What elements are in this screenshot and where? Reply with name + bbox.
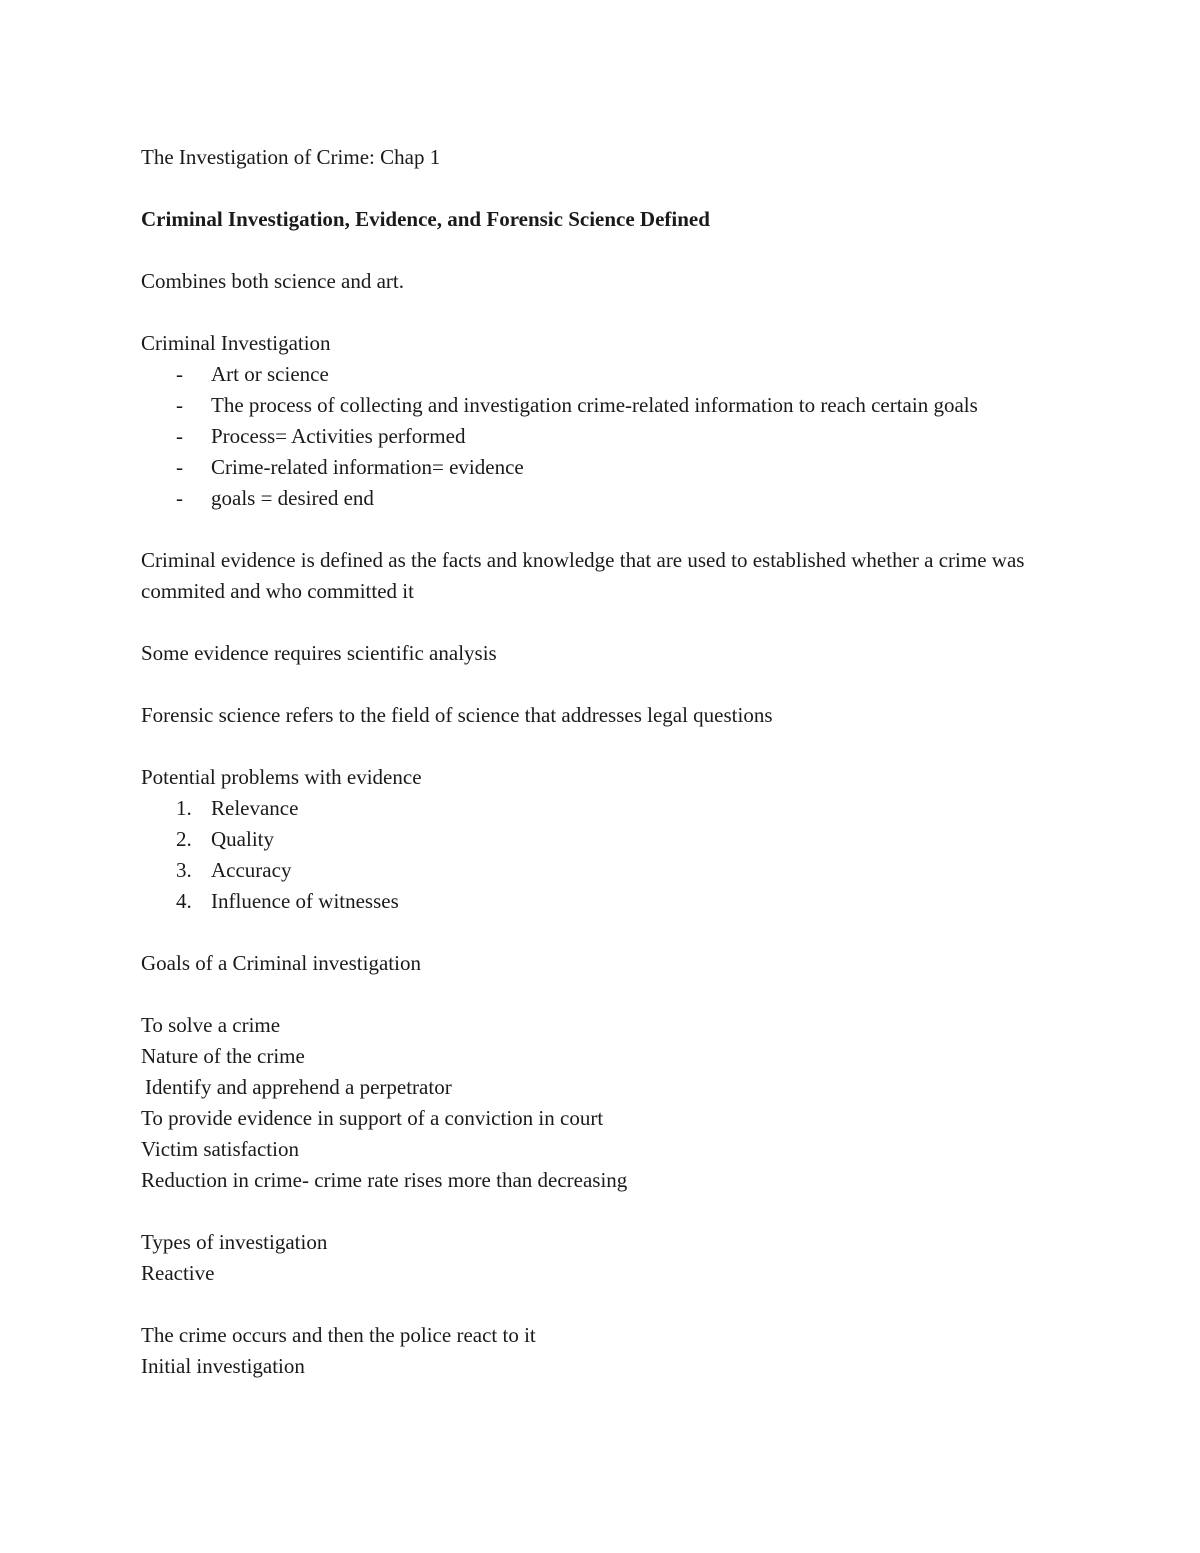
goals-label: Goals of a Criminal investigation bbox=[141, 951, 421, 975]
list-number: 4. bbox=[176, 889, 192, 913]
spacer bbox=[141, 731, 1061, 762]
document-title: The Investigation of Crime: Chap 1 bbox=[141, 145, 441, 169]
dash-marker: - bbox=[176, 424, 183, 448]
numbered-list bbox=[141, 793, 1061, 917]
list-item-text: Influence of witnesses bbox=[211, 889, 399, 913]
list-item bbox=[141, 886, 1061, 917]
list-number: 3. bbox=[176, 858, 192, 882]
bullet-list bbox=[141, 359, 1061, 514]
goal-line: Nature of the crime bbox=[141, 1044, 305, 1068]
spacer bbox=[141, 1289, 1061, 1320]
list-item-text: The process of collecting and investigation crime-related information to reach certain goals bbox=[211, 393, 978, 417]
list-item bbox=[141, 452, 1061, 483]
document-page bbox=[141, 142, 1061, 1382]
reactive-label: Reactive bbox=[141, 1261, 215, 1285]
list-item-text: Process= Activities performed bbox=[211, 424, 466, 448]
section-heading: Criminal Investigation, Evidence, and Forensic Science Defined bbox=[141, 207, 710, 231]
goal-line: To solve a crime bbox=[141, 1013, 281, 1037]
list-item bbox=[141, 390, 1031, 421]
list-item bbox=[141, 793, 1061, 824]
list-item bbox=[141, 824, 1061, 855]
list-item-text: Crime-related information= evidence bbox=[211, 455, 524, 479]
list-item-text: Accuracy bbox=[211, 858, 292, 882]
goal-line: Identify and apprehend a perpetrator bbox=[145, 1075, 452, 1099]
spacer bbox=[141, 514, 1061, 545]
initial-investigation-label: Initial investigation bbox=[141, 1354, 305, 1378]
spacer bbox=[141, 607, 1061, 638]
spacer bbox=[141, 917, 1061, 948]
list-item bbox=[141, 483, 1061, 514]
dash-marker: - bbox=[176, 486, 183, 510]
goal-line: Victim satisfaction bbox=[141, 1137, 299, 1161]
forensic-science-text: Forensic science refers to the field of science that addresses legal questions bbox=[141, 703, 773, 727]
list-number: 2. bbox=[176, 827, 192, 851]
spacer bbox=[141, 297, 1061, 328]
list-item-text: Quality bbox=[211, 827, 274, 851]
list-item bbox=[141, 855, 1061, 886]
intro-text: Combines both science and art. bbox=[141, 269, 405, 293]
scientific-analysis-text: Some evidence requires scientific analysis bbox=[141, 641, 497, 665]
dash-marker: - bbox=[176, 393, 183, 417]
evidence-definition: Criminal evidence is defined as the facts and knowledge that are used to established whether a crime was commited and who committed it bbox=[141, 548, 1025, 603]
types-label: Types of investigation bbox=[141, 1230, 328, 1254]
list-number: 1. bbox=[176, 796, 192, 820]
spacer bbox=[141, 1196, 1061, 1227]
reactive-description: The crime occurs and then the police react to it bbox=[141, 1323, 536, 1347]
spacer bbox=[141, 979, 1061, 1010]
spacer bbox=[141, 235, 1061, 266]
list-item-text: Art or science bbox=[211, 362, 329, 386]
criminal-investigation-label: Criminal Investigation bbox=[141, 331, 331, 355]
dash-marker: - bbox=[176, 455, 183, 479]
problems-label: Potential problems with evidence bbox=[141, 765, 422, 789]
list-item bbox=[141, 421, 1061, 452]
dash-marker: - bbox=[176, 362, 183, 386]
spacer bbox=[141, 669, 1061, 700]
list-item-text: goals = desired end bbox=[211, 486, 374, 510]
list-item-text: Relevance bbox=[211, 796, 299, 820]
spacer bbox=[141, 173, 1061, 204]
list-item bbox=[141, 359, 1061, 390]
goal-line: To provide evidence in support of a conviction in court bbox=[141, 1106, 604, 1130]
goal-line: Reduction in crime- crime rate rises more than decreasing bbox=[141, 1168, 628, 1192]
